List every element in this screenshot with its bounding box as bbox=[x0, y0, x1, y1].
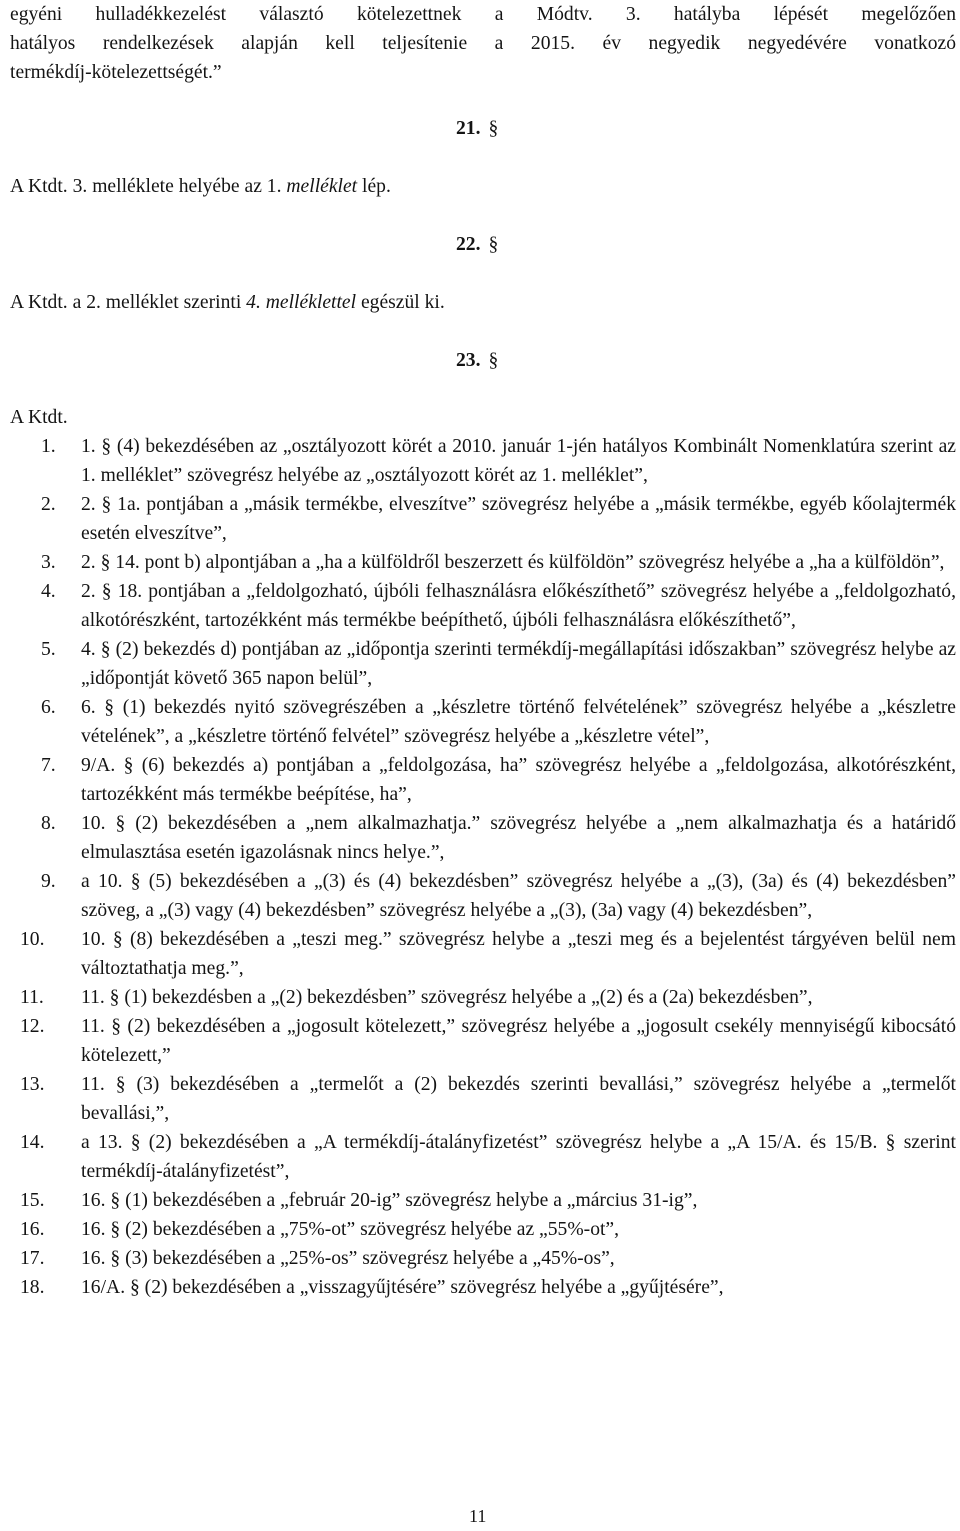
item-number: 2. bbox=[41, 494, 56, 515]
item-text: 2. § 1a. pontjában a „másik termékbe, elveszítve” szövegrész helyébe a „másik termékbe, egyéb kőolajtermék esetén elveszítve”, bbox=[81, 494, 956, 544]
intro-line-3: termékdíj-kötelezettségét.” bbox=[10, 62, 222, 83]
amendment-list bbox=[10, 432, 956, 1302]
item-number: 17. bbox=[20, 1248, 45, 1269]
section-21-text: A Ktdt. 3. melléklete helyébe az 1. melléklet lép. bbox=[10, 176, 391, 197]
list-item bbox=[10, 635, 956, 693]
item-number: 12. bbox=[20, 1016, 45, 1037]
item-text: a 13. § (2) bekezdésében a „A termékdíj-átalányfizetést” szövegrész helybe a „A 15/A. és 15/B. § szerint termékdíj-átalányfizetést”, bbox=[81, 1132, 956, 1182]
item-number: 7. bbox=[41, 755, 56, 776]
intro-line-2: hatályos rendelkezések alapján kell teljesítenie a 2015. év negyedik negyedévére vonatkozó bbox=[10, 33, 956, 54]
item-number: 4. bbox=[41, 581, 56, 602]
section-22-heading: 22. § bbox=[456, 234, 499, 255]
item-text: 10. § (8) bekezdésében a „teszi meg.” szövegrész helybe a „teszi meg és a bejelentést tárgyéven belül nem változtathatja meg.”, bbox=[81, 929, 956, 979]
item-number: 10. bbox=[20, 929, 45, 950]
item-text: 16. § (1) bekezdésében a „február 20-ig” szövegrész helybe a „március 31-ig”, bbox=[81, 1190, 698, 1211]
intro-line-1: egyéni hulladékkezelést választó kötelezettnek a Módtv. 3. hatályba lépését megelőzően bbox=[10, 4, 956, 25]
intro-paragraph bbox=[10, 0, 956, 87]
item-text: 16/A. § (2) bekezdésében a „visszagyűjtésére” szövegrész helyébe a „gyűjtésére”, bbox=[81, 1277, 724, 1298]
item-text: 16. § (3) bekezdésében a „25%-os” szövegrész helyébe a „45%-os”, bbox=[81, 1248, 615, 1269]
list-item bbox=[10, 1012, 956, 1070]
list-item bbox=[10, 925, 956, 983]
item-text: 16. § (2) bekezdésében a „75%-ot” szövegrész helyébe az „55%-ot”, bbox=[81, 1219, 620, 1240]
section-sign: § bbox=[488, 118, 499, 139]
item-text: 11. § (1) bekezdésben a „(2) bekezdésben” szövegrész helyébe a „(2) és a (2a) bekezdésben”, bbox=[81, 987, 813, 1008]
list-item bbox=[10, 693, 956, 751]
list-item bbox=[10, 1070, 956, 1128]
item-number: 8. bbox=[41, 813, 56, 834]
item-text: 10. § (2) bekezdésében a „nem alkalmazhatja.” szövegrész helyébe a „nem alkalmazhatja és a határidő elmulasztása esetén igazolásnak nincs helye.”, bbox=[81, 813, 956, 863]
list-item bbox=[10, 432, 956, 490]
item-number: 5. bbox=[41, 639, 56, 660]
item-text: 11. § (3) bekezdésében a „termelőt a (2) bekezdés szerinti bevallási,” szövegrész helyébe a „termelőt bevallási,”, bbox=[81, 1074, 956, 1124]
list-item bbox=[10, 867, 956, 925]
item-number: 13. bbox=[20, 1074, 45, 1095]
section-21-heading: 21. § bbox=[456, 118, 499, 139]
item-text: 1. § (4) bekezdésében az „osztályozott körét a 2010. január 1-jén hatályos Kombinált Nomenklatúra szerint az 1. melléklet” szövegrész helyébe az „osztályozott körét az 1. melléklet”, bbox=[81, 436, 956, 486]
item-number: 14. bbox=[20, 1132, 45, 1153]
item-text: 2. § 14. pont b) alpontjában a „ha a külföldről beszerzett és külföldön” szövegrész helyébe a „ha a külföldön”, bbox=[81, 552, 945, 573]
list-item bbox=[10, 809, 956, 867]
section-23-heading: 23. § bbox=[456, 350, 499, 371]
item-text: a 10. § (5) bekezdésében a „(3) és (4) bekezdésben” szövegrész helyébe a „(3), (3a) és (4) bekezdésben” szöveg, a „(3) vagy (4) bekezdésben” szövegrész helyébe a „(3), (3a) vagy (4) bekezdésben”, bbox=[81, 871, 956, 921]
item-text: 2. § 18. pontjában a „feldolgozható, újbóli felhasználásra előkészíthető” szövegrész helyébe a „feldolgozható, alkotórészként, tartozékként más termékbe beépíthető, újbóli felhasználásra előkészíthető”, bbox=[81, 581, 956, 631]
item-text: 4. § (2) bekezdés d) pontjában az „időpontja szerinti termékdíj-megállapítási időszakban” szövegrész helybe az „időpontját követő 365 napon belül”, bbox=[81, 639, 956, 689]
list-item bbox=[10, 1215, 956, 1244]
list-item bbox=[10, 577, 956, 635]
item-text: 9/A. § (6) bekezdés a) pontjában a „feldolgozása, ha” szövegrész helyébe a „feldolgozása, alkotórészként, tartozékként más termékbe beépítése, ha”, bbox=[81, 755, 956, 805]
item-number: 3. bbox=[41, 552, 56, 573]
list-item bbox=[10, 490, 956, 548]
item-text: 6. § (1) bekezdés nyitó szövegrészében a „készletre történő felvételének” szövegrész helyébe a „készletre vételének”, a „készletre történő felvétel” szövegrész helyébe a „készletre vétel”, bbox=[81, 697, 956, 747]
item-number: 11. bbox=[20, 987, 44, 1008]
section-23-intro: A Ktdt. bbox=[10, 407, 68, 428]
list-item bbox=[10, 1186, 956, 1215]
list-item bbox=[10, 751, 956, 809]
item-number: 16. bbox=[20, 1219, 45, 1240]
item-number: 18. bbox=[20, 1277, 45, 1298]
list-item bbox=[10, 983, 956, 1012]
list-item bbox=[10, 1273, 956, 1302]
item-number: 6. bbox=[41, 697, 56, 718]
section-22-text: A Ktdt. a 2. melléklet szerinti 4. melléklettel egészül ki. bbox=[10, 292, 445, 313]
list-item bbox=[10, 1128, 956, 1186]
list-item bbox=[10, 1244, 956, 1273]
section-sign: § bbox=[488, 350, 499, 371]
list-item bbox=[10, 548, 956, 577]
item-number: 15. bbox=[20, 1190, 45, 1211]
page-number: 11 bbox=[469, 1506, 487, 1526]
item-number: 1. bbox=[41, 436, 56, 457]
item-text: 11. § (2) bekezdésében a „jogosult kötelezett,” szövegrész helyébe a „jogosult csekély mennyiségű kibocsátó kötelezett,” bbox=[81, 1016, 956, 1066]
section-sign: § bbox=[488, 234, 499, 255]
item-number: 9. bbox=[41, 871, 56, 892]
